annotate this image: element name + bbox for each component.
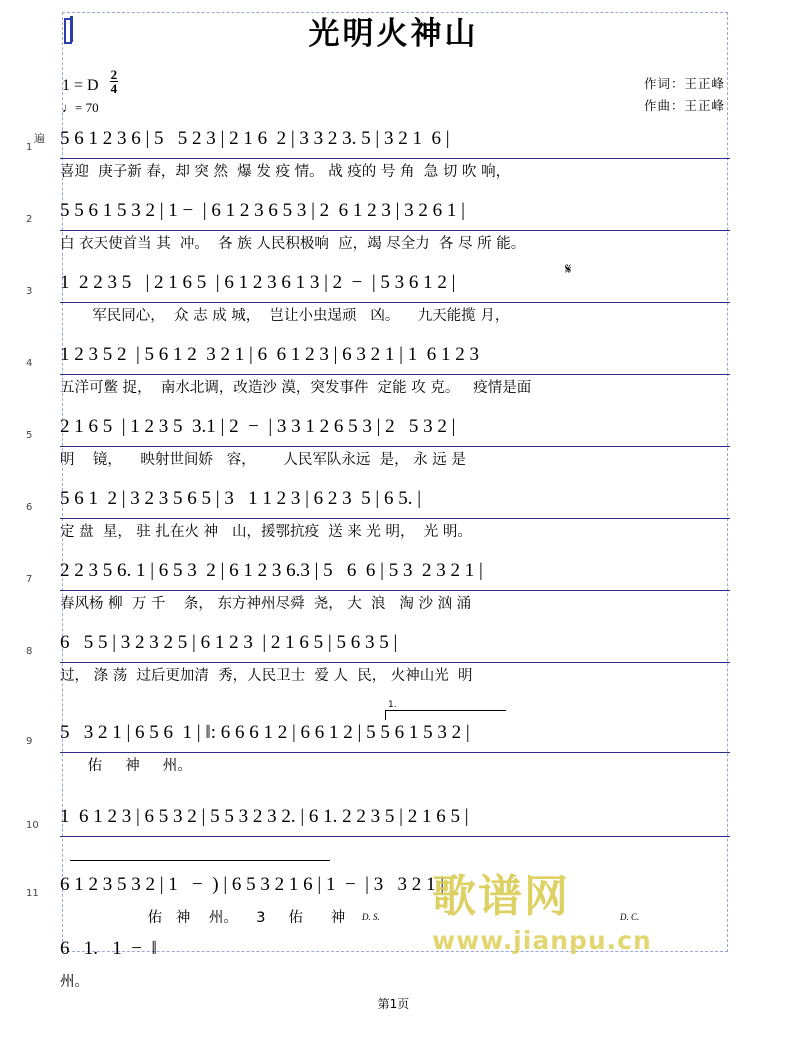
row-rule — [60, 158, 730, 159]
row-lyrics: 过， 涤 荡 过后更加清 秀，人民卫士 爱 人 民， 火神山光 明 — [60, 668, 473, 684]
row-lyrics: 定 盘 星， 驻 扎在火 神 山，援鄂抗疫 送 来 光 明， 光 明。 — [60, 524, 472, 540]
dc-marking: D. C. — [620, 912, 640, 922]
row-notes: 5 5 6 1 5 3 2 | 1 − | 6 1 2 3 6 5 3 | 2 6 1 2 3 | 3 2 6 1 | — [60, 200, 465, 221]
row-number: 6 — [26, 502, 33, 513]
staff-row — [26, 128, 730, 190]
row-rule — [60, 446, 730, 447]
staff-row — [60, 938, 730, 1000]
row-rule — [60, 752, 730, 753]
staff-row — [26, 700, 730, 784]
first-ending-bracket — [385, 700, 506, 720]
ds-marking: D. S. — [362, 912, 380, 922]
row-lyrics: 五洋可鳖 捉， 南水北调，改造沙 漠，突发事件 定能 攻 克。 疫情是面 — [60, 380, 532, 396]
time-signature-numerator: 2 — [110, 67, 118, 82]
row-notes: 1 2 3 5 2 | 5 6 1 2 3 2 1 | 6 6 1 2 3 | 6 3 2 1 | 1 6 1 2 3 — [60, 344, 479, 365]
row-notes: 2 1 6 5 | 1 2 3 5 3.1 | 2 − | 3 3 1 2 6 5 3 | 2 5 3 2 | — [60, 416, 456, 437]
composer-credit: 作曲：王正峰 — [643, 98, 725, 113]
row-lyrics: 明 镜， 映射世间娇 容， 人民军队永远 是， 永 远 是 — [60, 452, 466, 468]
row-notes: 5 6 1 2 3 6 | 5 5 2 3 | 2 1 6 2 | 3 3 2 3. 5 | 3 2 1 6 | — [60, 128, 450, 149]
staff-row — [26, 344, 730, 406]
row-notes: 1 6 1 2 3 | 6 5 3 2 | 5 5 3 2 3 2. | 6 1. 2 2 3 5 | 2 1 6 5 | — [60, 806, 469, 827]
row-lyrics: 白 衣天使首当 其 冲。 各 族 人民积极响 应，竭 尽全力 各 尽 所 能。 — [60, 236, 526, 252]
row-rule — [60, 662, 730, 663]
row-rule — [60, 590, 730, 591]
row-number: 1 — [26, 142, 33, 153]
side-annotation: 遍 — [34, 132, 45, 145]
row-notes: 1 2 2 3 5 | 2 1 6 5 | 6 1 2 3 6 1 3 | 2 − | 5 3 6 1 2 | — [60, 272, 456, 293]
page-footer: 第1页 — [377, 997, 410, 1011]
row-rule — [60, 230, 730, 231]
staff-row — [26, 632, 730, 694]
row-number: 4 — [26, 358, 33, 369]
key-signature — [62, 68, 118, 95]
row-notes: 2 2 3 5 6. 1 | 6 5 3 2 | 6 1 2 3 6.3 | 5 6 6 | 5 3 2 3 2 1 | — [60, 560, 483, 581]
blue-marker — [70, 16, 73, 42]
segno-icon: 𝄋 — [565, 260, 572, 278]
staff-row — [26, 416, 730, 478]
row-number: 5 — [26, 430, 33, 441]
staff-row — [26, 560, 730, 622]
row-lyrics: 军民同心， 众 志 成 城， 岂让小虫逞顽 凶。 九天能揽 月， — [60, 308, 510, 324]
row-notes: 5 6 1 2 | 3 2 3 5 6 5 | 3 1 1 2 3 | 6 2 3 5 | 6 5. | — [60, 488, 422, 509]
tempo-marking: ♩= 70 — [62, 100, 99, 115]
row-lyrics: 州。 — [60, 974, 89, 990]
row-lyrics: 喜迎 庚子新 春，却 突 然 爆 发 疫 情。 战 疫的 号 角 急 切 吹 响， — [60, 164, 511, 180]
key-signature-text: 1 = D — [62, 77, 99, 94]
row-lyrics: 佑 神 州。 — [60, 758, 192, 774]
slur-line — [70, 860, 330, 861]
row-number: 7 — [26, 574, 33, 585]
staff-row — [26, 200, 730, 262]
row-lyrics: 佑 神 州。 3 佑 神 — [60, 910, 346, 926]
row-lyrics: 春风杨 柳 万 千 条， 东方神州尽舜 尧， 大 浪 淘 沙 汹 涌 — [60, 596, 472, 612]
row-number: 3 — [26, 286, 33, 297]
row-number: 2 — [26, 214, 33, 225]
row-rule — [60, 374, 730, 375]
row-rule — [60, 518, 730, 519]
staff-row — [26, 806, 730, 868]
row-number: 9 — [26, 736, 33, 747]
time-signature — [110, 68, 119, 95]
row-notes: 6 1. 1 − ‖ — [60, 938, 157, 959]
lyricist-credit: 作词：王正峰 — [643, 76, 725, 91]
row-notes: 6 5 5 | 3 2 3 2 5 | 6 1 2 3 | 2 1 6 5 | 5 6 3 5 | — [60, 632, 398, 653]
page-title: 光明火神山 — [308, 16, 479, 52]
row-rule — [60, 302, 730, 303]
row-notes: 5 3 2 1 | 6 5 6 1 | ‖: 6 6 6 1 2 | 6 6 1 2 | 5 5 6 1 5 3 2 | — [60, 722, 470, 743]
time-signature-denominator: 4 — [110, 81, 118, 96]
staff-row — [26, 874, 730, 936]
watermark-title: 歌谱网 — [432, 871, 570, 922]
row-number: 11 — [26, 888, 39, 899]
staff-row — [26, 260, 730, 334]
watermark-url: www.jianpu.cn — [432, 926, 652, 955]
first-ending-label: 1. — [388, 700, 397, 710]
row-rule — [60, 836, 730, 837]
row-number: 8 — [26, 646, 33, 657]
row-notes: 6 1 2 3 5 3 2 | 1 − ) | 6 5 3 2 1 6 | 1 − | 3 3 2 1 | — [60, 874, 445, 895]
row-number: 10 — [26, 820, 39, 831]
staff-row — [26, 488, 730, 550]
